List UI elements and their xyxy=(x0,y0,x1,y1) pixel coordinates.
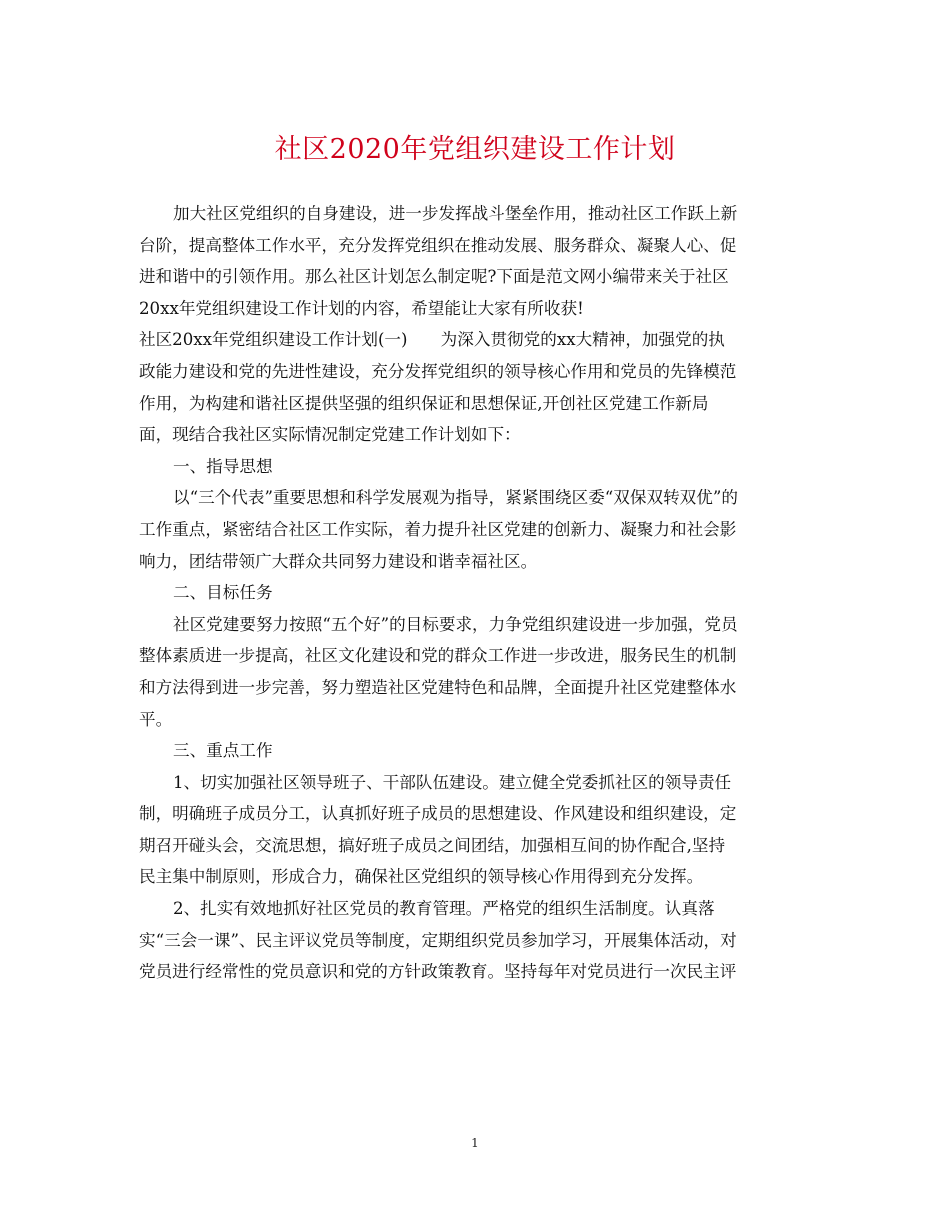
text-line: 和方法得到进一步完善，努力塑造社区党建特色和品牌，全面提升社区党建整体水 xyxy=(139,677,737,697)
text-line: 以“三个代表”重要思想和科学发展观为指导，紧紧围绕区委“双保双转双优”的 xyxy=(173,488,738,508)
text-line: 政能力建设和党的先进性建设，充分发挥党组织的领导核心作用和党员的先锋模范 xyxy=(139,361,737,381)
text-line: 平。 xyxy=(139,709,173,729)
text-line: 制，明确班子成员分工，认真抓好班子成员的思想建设、作风建设和组织建设，定 xyxy=(139,804,737,824)
text-line: 面，现结合我社区实际情况制定党建工作计划如下： xyxy=(139,425,521,445)
section-heading: 二、目标任务 xyxy=(173,583,273,603)
text-line: 实“三会一课”、民主评议党员等制度，定期组织党员参加学习，开展集体活动，对 xyxy=(139,930,737,950)
text-line: 社区党建要努力按照“五个好”的目标要求，力争党组织建设进一步加强，党员 xyxy=(173,614,738,634)
text-line: 加大社区党组织的自身建设，进一步发挥战斗堡垒作用，推动社区工作跃上新 xyxy=(173,204,738,223)
text-line: 社区20xx年党组织建设工作计划(一) 为深入贯彻党的xx大精神，加强党的执 xyxy=(139,330,725,350)
text-line: 进和谐中的引领作用。那么社区计划怎么制定呢?下面是范文网小编带来关于社区 xyxy=(139,267,729,287)
text-line: 响力，团结带领广大群众共同努力建设和谐幸福社区。 xyxy=(139,551,538,571)
text-line: 台阶，提高整体工作水平，充分发挥党组织在推动发展、服务群众、凝聚人心、促 xyxy=(139,235,737,255)
text-line: 期召开碰头会，交流思想，搞好班子成员之间团结，加强相互间的协作配合,坚持 xyxy=(139,835,726,855)
document-body xyxy=(139,198,819,988)
page-number: 1 xyxy=(471,1136,479,1150)
text-line: 1、切实加强社区领导班子、干部队伍建设。建立健全党委抓社区的领导责任 xyxy=(173,772,732,792)
text-line: 党员进行经常性的党员意识和党的方针政策教育。坚持每年对党员进行一次民主评 xyxy=(139,962,737,982)
text-line: 2、扎实有效地抓好社区党员的教育管理。严格党的组织生活制度。认真落 xyxy=(173,899,715,919)
text-line: 整体素质进一步提高，社区文化建设和党的群众工作进一步改进，服务民生的机制 xyxy=(139,646,737,666)
text-line: 工作重点，紧密结合社区工作实际，着力提升社区党建的创新力、凝聚力和社会影 xyxy=(139,519,737,539)
text-line: 20xx年党组织建设工作计划的内容，希望能让大家有所收获! xyxy=(139,298,584,318)
document-title: 社区2020年党组织建设工作计划 xyxy=(274,134,676,165)
text-line: 作用，为构建和谐社区提供坚强的组织保证和思想保证,开创社区党建工作新局 xyxy=(139,393,709,413)
section-heading: 一、指导思想 xyxy=(173,456,273,476)
text-line: 民主集中制原则，形成合力，确保社区党组织的领导核心作用得到充分发挥。 xyxy=(139,867,704,887)
section-heading: 三、重点工作 xyxy=(173,741,273,761)
